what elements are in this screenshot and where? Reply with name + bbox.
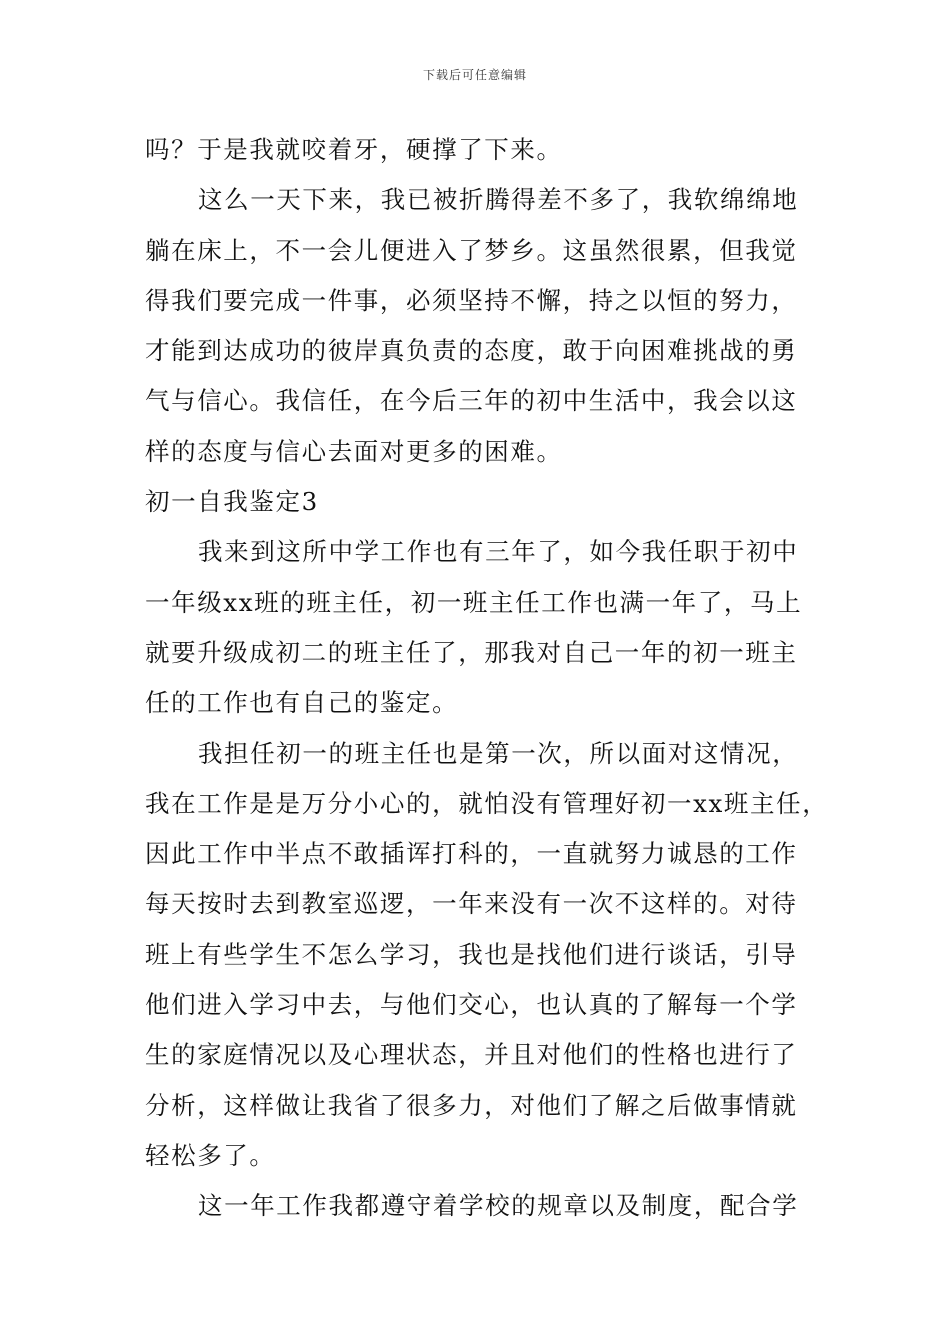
text-line: 才能到达成功的彼岸真负责的态度，敢于向困难挑战的勇 [145, 336, 798, 366]
document-body [145, 125, 829, 1232]
text-line: 就要升级成初二的班主任了，那我对自己一年的初一班主 [145, 637, 798, 667]
section-heading: 初一自我鉴定3 [145, 487, 319, 517]
text-line: 气与信心。我信任，在今后三年的初中生活中，我会以这 [145, 386, 798, 416]
page-header: 下载后可任意编辑 [422, 68, 527, 82]
paragraph-start: 这么一天下来，我已被折腾得差不多了，我软绵绵地 [198, 185, 799, 215]
text-line: 任的工作也有自己的鉴定。 [145, 688, 459, 718]
paragraph-start: 我担任初一的班主任也是第一次，所以面对这情况， [198, 738, 799, 768]
text-line: 一年级xx班的班主任，初一班主任工作也满一年了，马上 [145, 587, 803, 617]
text-line: 分析，这样做让我省了很多力，对他们了解之后做事情就 [145, 1090, 798, 1120]
paragraph-start: 我来到这所中学工作也有三年了，如今我任职于初中 [198, 537, 799, 567]
text-line: 他们进入学习中去，与他们交心，也认真的了解每一个学 [145, 990, 798, 1020]
text-line: 得我们要完成一件事，必须坚持不懈，持之以恒的努力， [145, 285, 798, 315]
text-line: 班上有些学生不怎么学习，我也是找他们进行谈话，引导 [145, 939, 798, 969]
text-line: 我在工作是是万分小心的，就怕没有管理好初一xx班主任， [145, 788, 829, 818]
text-line: 轻松多了。 [145, 1140, 276, 1170]
text-line: 样的态度与信心去面对更多的困难。 [145, 436, 563, 466]
text-line: 每天按时去到教室巡逻，一年来没有一次不这样的。对待 [145, 889, 798, 919]
paragraph-start: 这一年工作我都遵守着学校的规章以及制度，配合学 [198, 1191, 799, 1221]
text-line: 生的家庭情况以及心理状态，并且对他们的性格也进行了 [145, 1040, 798, 1070]
text-line: 因此工作中半点不敢插诨打科的，一直就努力诚恳的工作 [145, 839, 798, 869]
text-line: 吗？于是我就咬着牙，硬撑了下来。 [145, 135, 563, 164]
text-line: 躺在床上，不一会儿便进入了梦乡。这虽然很累，但我觉 [145, 235, 798, 265]
